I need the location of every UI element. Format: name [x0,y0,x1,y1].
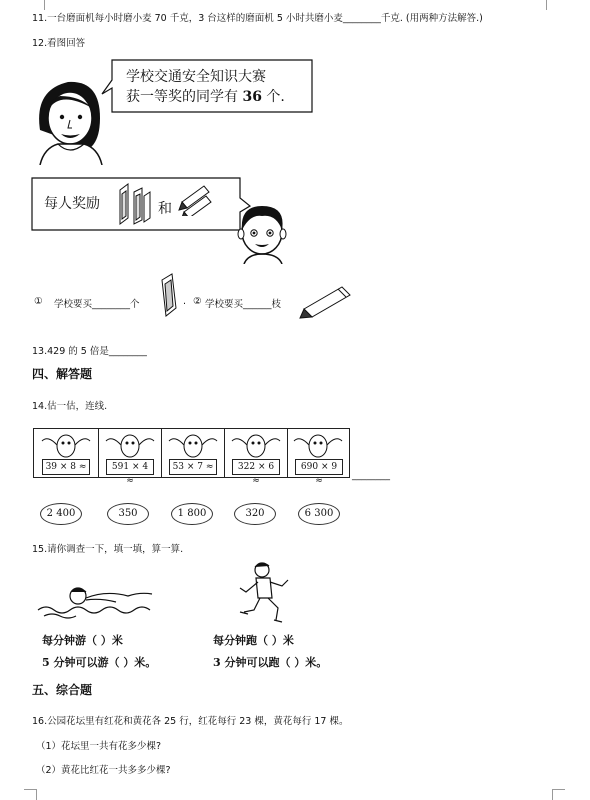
sub-question-1-text: 学校要买________个 [54,299,140,310]
question-14-title: 14.估一估，连线. [32,401,108,412]
question-12-title: 12.看图回答 [32,38,86,49]
swimmer-illustration [36,582,156,622]
answer-oval: 2 400 [40,503,82,525]
pencils-icon [178,182,214,216]
sub-question-2-marker: ② [193,296,202,307]
corner-mark [34,0,45,10]
chick-icon [104,431,156,459]
sub-question-1-marker: ① [34,296,43,307]
pencil-box-icon [116,182,156,226]
question-15-title: 15.请你调查一下，填一填，算一算. [32,544,184,555]
teacher-speech-suffix: 个. [266,89,285,105]
swim-question-line-2: 5 分钟可以游（ ）米。 [42,656,157,669]
formula-box: 53 × 7 ≈ [169,459,217,475]
question-13: 13.429 的 5 倍是________ [32,346,147,357]
teacher-speech-text: 获一等奖的同学有 [126,89,238,105]
run-question-line-2: 3 分钟可以跑（ ）米。 [213,656,328,669]
boy-speech-and: 和 [158,201,172,217]
question-16-sub-1: （1）花坛里一共有花多少棵? [36,741,162,752]
estimation-card [34,429,99,477]
question-16-sub-2: （2）黄花比红花一共多多少棵? [36,765,171,776]
answer-oval: 350 [107,503,149,525]
question-16: 16.公园花坛里有红花和黄花各 25 行，红花每行 23 棵，黄花每行 17 棵。 [32,716,349,727]
section-4-title: 四、解答题 [32,367,93,381]
chick-icon [292,431,344,459]
formula-box: 591 × 4 ≈ [106,459,154,475]
corner-mark [24,789,37,800]
answer-oval: 6 300 [298,503,340,525]
boy-speech-text: 每人奖励 [44,196,100,212]
estimation-card [161,429,225,477]
estimation-card [224,429,288,486]
estimation-strip [33,428,350,486]
sub-question-1-after: . [183,296,187,307]
winner-count: 36 [242,89,262,105]
teacher-speech-line-1: 学校交通安全知识大赛 [126,69,266,85]
estimation-card [98,429,162,486]
estimation-card [287,429,349,486]
formula-box: 39 × 8 ≈ [42,459,90,475]
pencil-icon [298,283,356,319]
corner-mark [552,789,565,800]
runner-illustration [236,560,302,624]
run-question-line-1: 每分钟跑（ ）米 [213,634,294,647]
answer-blank: ________ [352,470,390,481]
teacher-illustration [30,70,110,165]
formula-box: 322 × 6 ≈ [232,459,280,475]
question-11: 11.一台磨面机每小时磨小麦 70 千克，3 台这样的磨面机 5 小时共磨小麦________千克. (用两种方法解答.) [32,13,483,24]
chick-icon [167,431,219,459]
chick-icon [230,431,282,459]
teacher-speech-line-2 [126,86,285,106]
boy-illustration [232,200,298,264]
answer-oval: 1 800 [171,503,213,525]
swim-question-line-1: 每分钟游（ ）米 [42,634,123,647]
chick-icon [40,431,92,459]
pencil-box-icon [158,272,182,318]
section-5-title: 五、综合题 [32,683,93,697]
sub-question-2-text: 学校要买______枝 [205,299,282,310]
answer-oval: 320 [234,503,276,525]
corner-mark [546,0,557,10]
formula-box: 690 × 9 ≈ [295,459,343,475]
